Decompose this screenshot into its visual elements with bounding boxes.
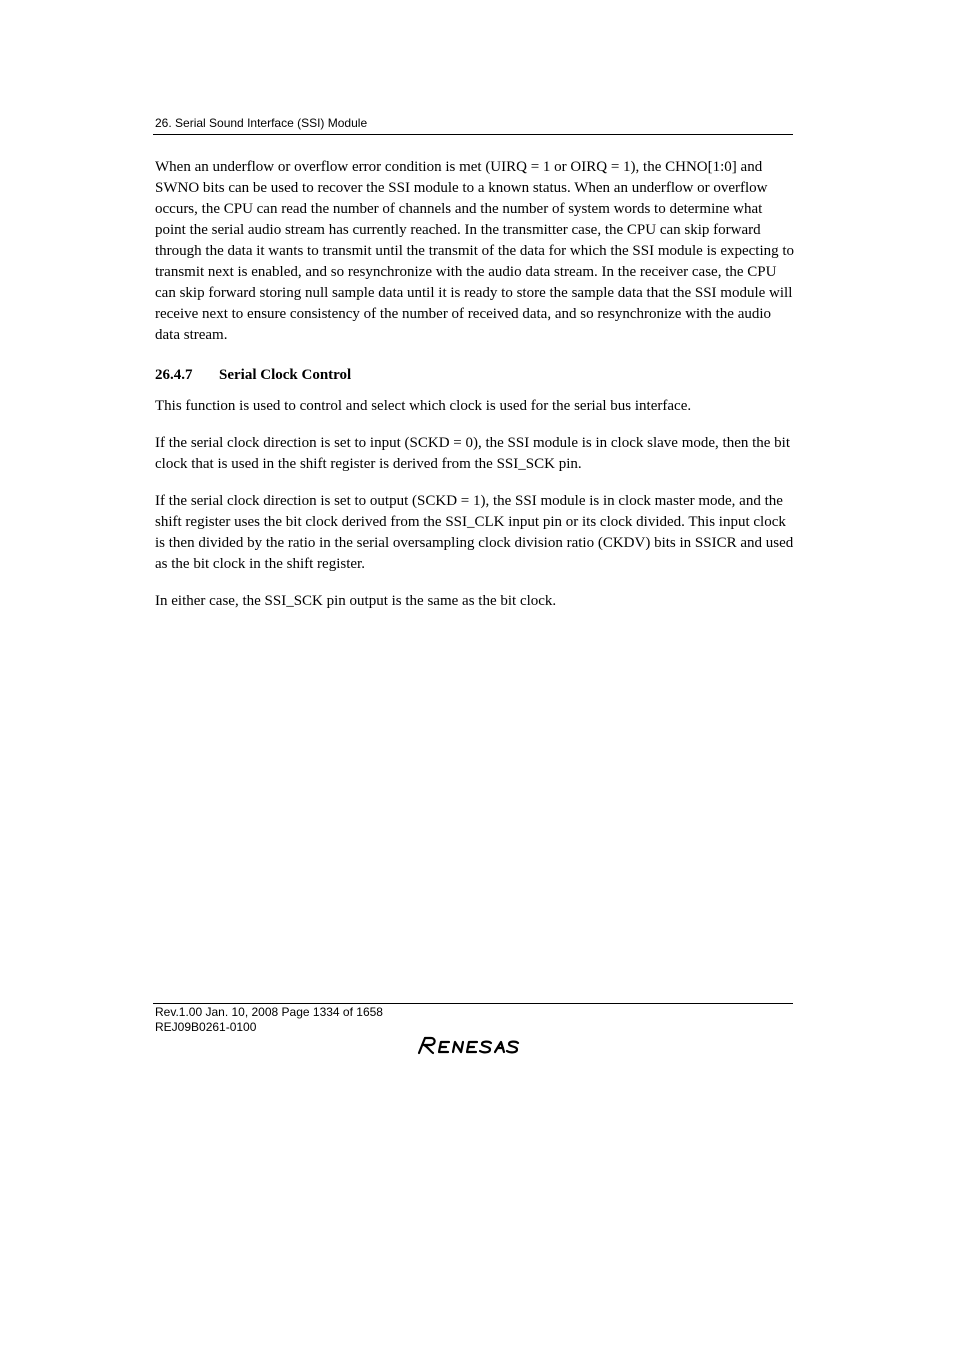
body-paragraph-4: In either case, the SSI_SCK pin output is the same as the bit clock. xyxy=(155,593,557,609)
footer-divider xyxy=(153,1003,793,1004)
body-paragraph-3: If the serial clock direction is set to output (SCKD = 1), the SSI module is in clock master mode, and the shift register uses the bit clock derived from the SSI_CLK input pin or its clock divided. This input clock is then divided by the ratio in the serial oversampling clock division ratio (CKDV) bits in SSICR and used as the bit clock in the shift register. xyxy=(155,493,794,572)
revision-line: Rev.1.00 Jan. 10, 2008 Page 1334 of 1658 xyxy=(155,1005,383,1019)
header-divider xyxy=(153,134,793,135)
section-number: 26.4.7 xyxy=(155,367,193,383)
body-paragraph-2: If the serial clock direction is set to input (SCKD = 0), the SSI module is in clock slave mode, then the bit clock that is used in the shift register is derived from the SSI_SCK pin. xyxy=(155,435,791,472)
running-header: 26. Serial Sound Interface (SSI) Module xyxy=(155,116,368,130)
section-title: Serial Clock Control xyxy=(219,367,352,383)
section-heading xyxy=(155,365,795,386)
page-content xyxy=(155,157,795,628)
document-code: REJ09B0261-0100 xyxy=(155,1020,257,1034)
intro-paragraph: When an underflow or overflow error condition is met (UIRQ = 1 or OIRQ = 1), the CHNO[1:0] and SWNO bits can be used to recover the SSI module to a known status. When an underflow or overflow occurs, the CPU can read the number of channels and the number of system words to determine what point the serial audio stream has currently reached. In the transmitter case, the CPU can skip forward through the data it wants to transmit until the transmit of the data for which the SSI module is expecting to transmit next is enabled, and so resynchronize with the audio data stream. In the receiver case, the CPU can skip forward storing null sample data until it is ready to store the sample data that the SSI module will receive next to ensure consistency of the number of received data, and so resynchronize with the audio data stream. xyxy=(155,159,795,343)
renesas-logo xyxy=(415,1034,533,1056)
page-footer xyxy=(155,1005,383,1035)
body-paragraph-1: This function is used to control and select which clock is used for the serial bus interface. xyxy=(155,398,692,414)
